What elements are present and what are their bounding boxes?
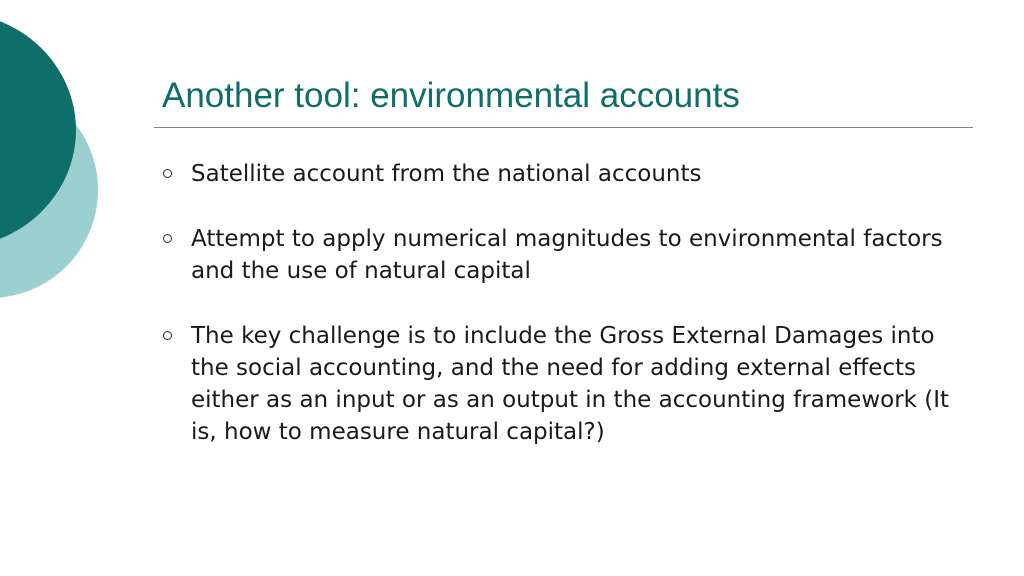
- bullet-text: The key challenge is to include the Gross External Damages into the social accounting, and the need for adding external effects either as an input or as an output in the accounting framework (It is, how to measure natural capital?): [191, 323, 950, 445]
- bullet-text: Satellite account from the national accounts: [191, 161, 702, 187]
- hollow-circle-bullet-icon: [163, 234, 172, 243]
- bullet-item: [162, 320, 972, 448]
- bullet-item: [162, 223, 972, 287]
- slide-title: Another tool: environmental accounts: [162, 76, 740, 115]
- bullet-text: Attempt to apply numerical magnitudes to environmental factors and the use of natural capital: [191, 226, 943, 284]
- bullet-item: [162, 158, 972, 190]
- hollow-circle-bullet-icon: [163, 169, 172, 178]
- hollow-circle-bullet-icon: [163, 331, 172, 340]
- title-divider: [154, 127, 973, 128]
- bullet-list: [162, 158, 972, 481]
- teal-circles-decoration: [0, 0, 110, 310]
